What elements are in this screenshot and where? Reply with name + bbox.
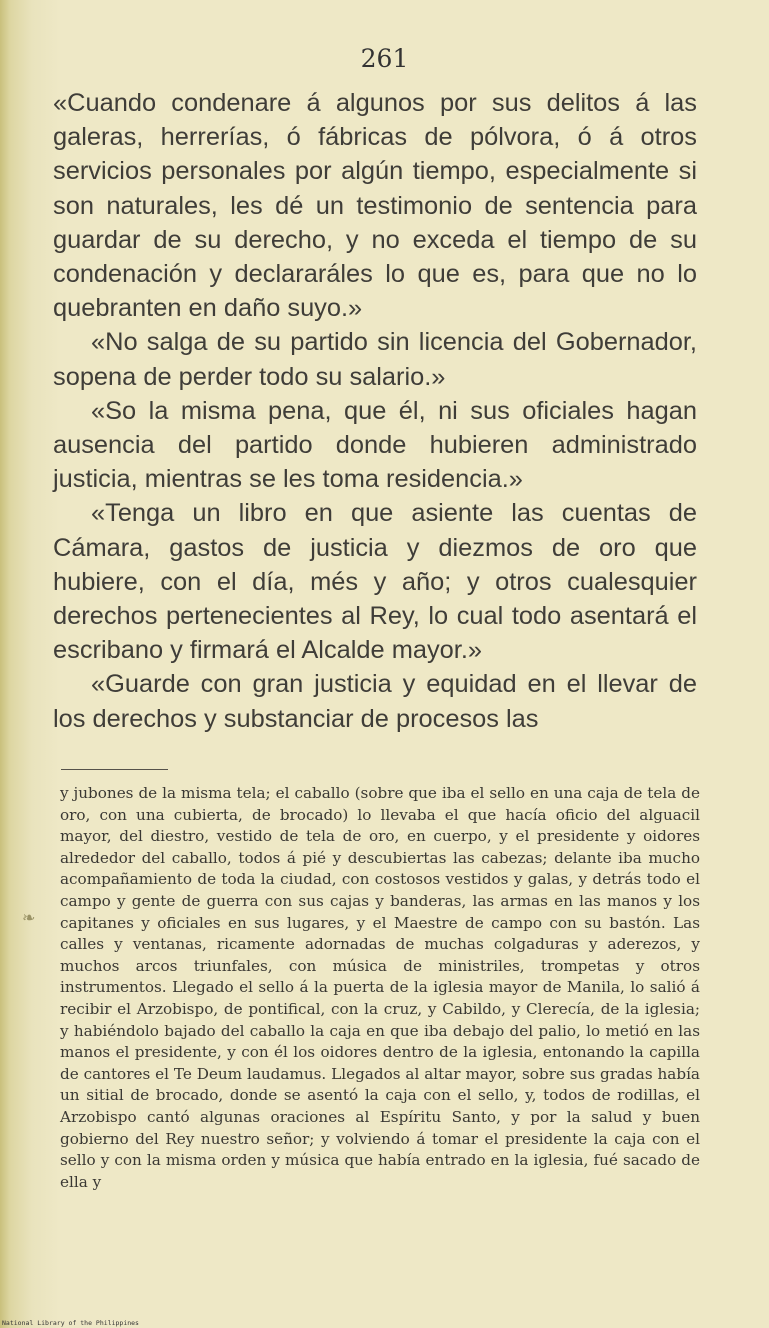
page-number: 261: [360, 44, 409, 73]
footnote-divider: [61, 769, 168, 770]
paragraph-1: «Cuando condenare á algunos por sus delitos á las galeras, herrerías, ó fábricas de pólvora, ó á otros servicios personales por algún tiempo, especialmente si son naturales, les dé un testimonio de sentencia para guardar de su derecho, y no exceda el tiempo de su condenación y declararáles lo que es, para que no lo quebranten en daño suyo.»: [53, 89, 697, 323]
paragraph-2: «No salga de su partido sin licencia del Gobernador, sopena de perder todo su salario.»: [53, 328, 697, 391]
paragraph-3: «So la misma pena, que él, ni sus oficiales hagan ausencia del partido donde hubieren administrado justicia, mientras se les toma residencia.»: [53, 396, 697, 494]
paragraph-5: «Guarde con gran justicia y equidad en el llevar de los derechos y substanciar de procesos las: [53, 670, 697, 733]
footnote: [60, 783, 700, 1193]
library-credit: National Library of the Philippines: [2, 1319, 139, 1327]
footnote-text: y jubones de la misma tela; el caballo (sobre que iba el sello en una caja de tela de oro, con una cubierta, de brocado) lo llevaba el que hacía oficio del alguacil mayor, del diestro, vestido de tela de oro, en cuerpo, y el presidente y oidores alrededor del caballo, todos á pié y descubiertas las cabezas; delante iba mucho acompañamiento de toda la ciudad, con costosos vestidos y galas, y detrás todo el campo y gente de guerra con sus cajas y banderas, las armas en las manos y los capitanes y oficiales en sus lugares, y el Maestre de campo con su bastón. Las calles y ventanas, ricamente adornadas de muchas colgaduras y aderezos, y muchos arcos triunfales, con música de ministriles, trompetas y otros instrumentos. Llegado el sello á la puerta de la iglesia mayor de Manila, lo salió á recibir el Arzobispo, de pontifical, con la cruz, y Cabildo, y Clerecía, de la iglesia; y habiéndolo bajado del caballo la caja en que iba debajo del palio, lo metió en las manos el presidente, y con él los oidores dentro de la iglesia, entonando la capilla de cantores el Te Deum laudamus. Llegados al altar mayor, sobre sus gradas había un sitial de brocado, donde se asentó la caja con el sello, y, todos de rodillas, el Arzobispo cantó algunas oraciones al Espíritu Santo, y por la salud y buen gobierno del Rey nuestro señor; y volviendo á tomar el presidente la caja con el sello y con la misma orden y música que había entrado en la iglesia, fué sacado de ella y: [60, 784, 700, 1191]
margin-mark-icon: ❧: [22, 908, 36, 927]
paragraph-4: «Tenga un libro en que asiente las cuentas de Cámara, gastos de justicia y diezmos de oro que hubiere, con el día, més y año; y otros cualesquier derechos pertenecientes al Rey, lo cual todo asentará el escribano y firmará el Alcalde mayor.»: [53, 499, 697, 665]
main-text: [53, 86, 697, 736]
